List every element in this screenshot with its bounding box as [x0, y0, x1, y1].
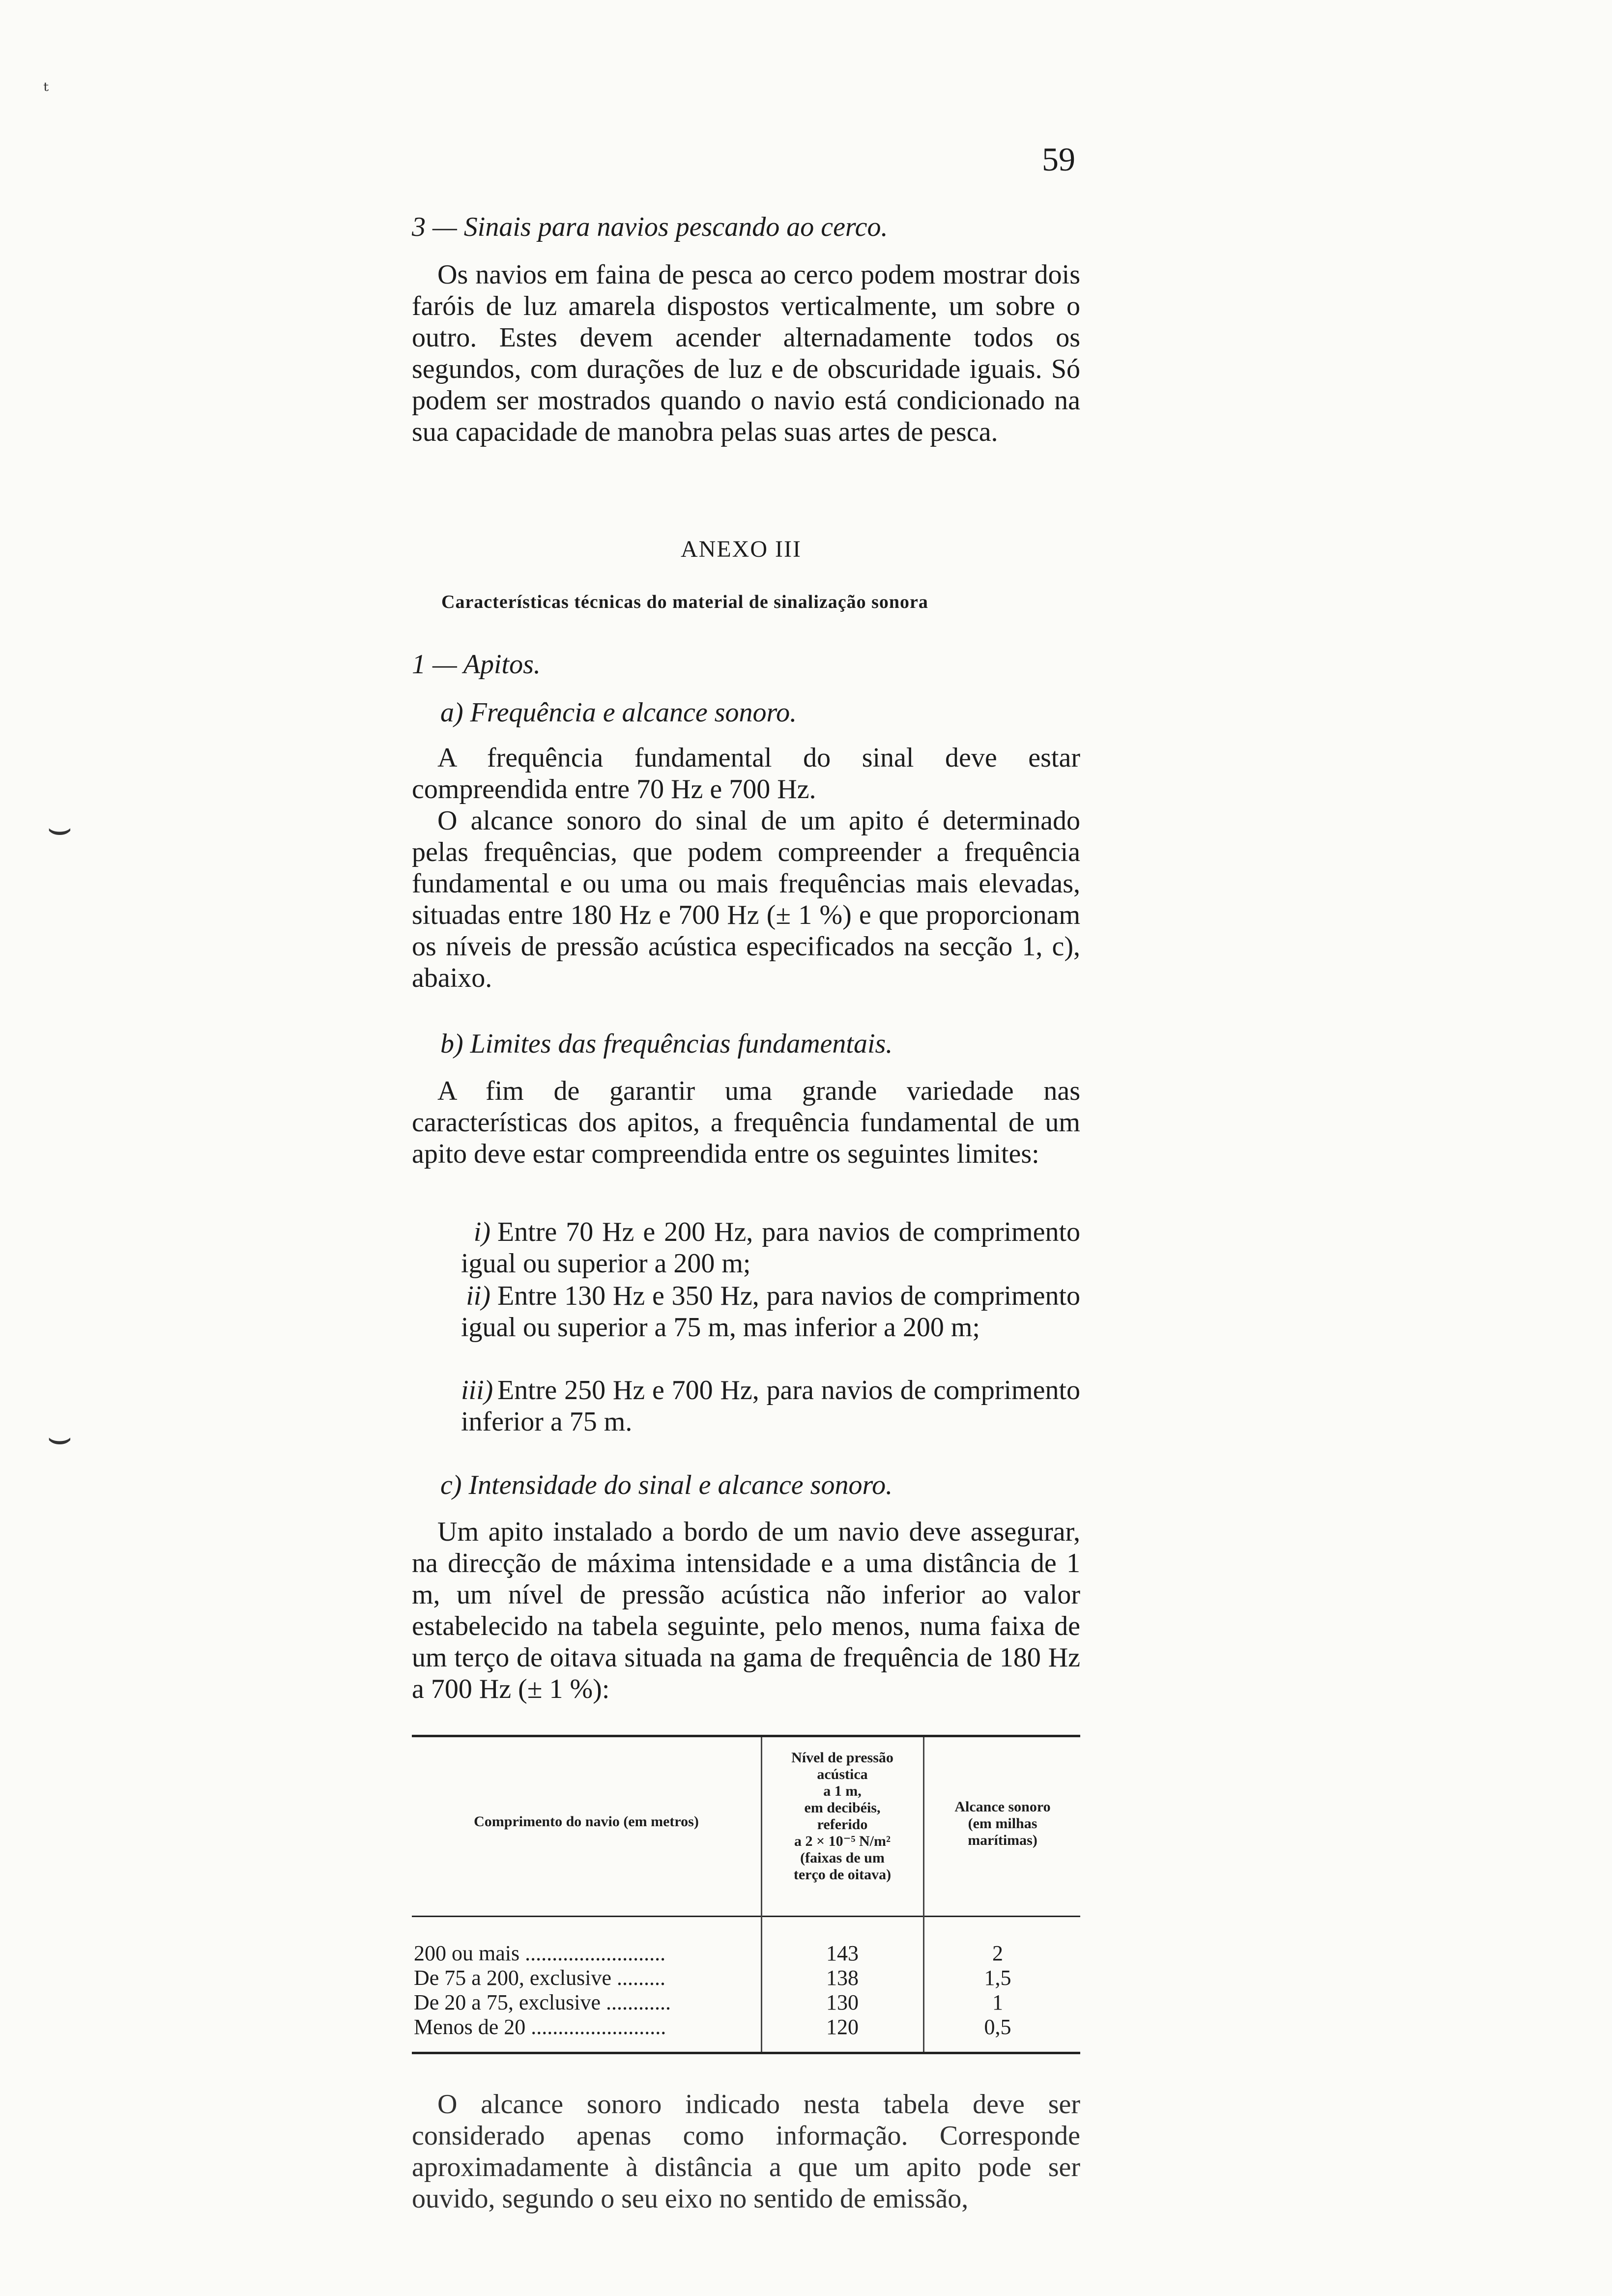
limit-item-1: [461, 1216, 1080, 1279]
limit-item-3-text: Entre 250 Hz e 700 Hz, para navios de comprimento inferior a 75 m.: [461, 1375, 1080, 1437]
limit-item-2-text: Entre 130 Hz e 350 Hz, para navios de comprimento igual ou superior a 75 m, mas inferior a 200 m;: [461, 1281, 1080, 1343]
subsection-a-title: a) Frequência e alcance sonoro.: [440, 697, 797, 728]
table-header-pressure-line: acústica: [817, 1766, 868, 1782]
table-header-pressure-line: Nível de pressão: [791, 1750, 893, 1766]
page-number: 59: [1042, 141, 1075, 178]
table-header-pressure-line: em decibéis,: [804, 1800, 881, 1816]
table-cell-pressure: 120: [826, 2015, 859, 2039]
scan-mark: ⌣: [47, 806, 73, 850]
table-header-range-line: Alcance sonoro: [954, 1799, 1051, 1815]
subsection-b-paragraph: A fim de garantir uma grande variedade nas características dos apitos, a frequência fundamental de um apito deve estar compreendida entre os seguintes limites:: [412, 1076, 1080, 1169]
table-bottom-rule: [412, 2052, 1080, 2054]
table-header-pressure-line: terço de oitava): [793, 1866, 892, 1883]
table-header-range: [926, 1799, 1079, 1849]
table-divider-1: [761, 1737, 762, 2052]
table-cell-range: 2: [992, 1941, 1003, 1965]
table-cell-range: 1: [992, 1990, 1003, 2014]
section-1-title: 1 — Apitos.: [412, 649, 541, 680]
subsection-a-paragraph-1: A frequência fundamental do sinal deve estar compreendida entre 70 Hz e 700 Hz.: [412, 743, 1080, 804]
annex-title: ANEXO III: [681, 536, 802, 562]
subsection-a-paragraph-2: O alcance sonoro do sinal de um apito é determinado pelas frequências, que podem compreender a frequência fundamental e ou uma ou mais frequências mais elevadas, situadas entre 180 Hz e 700 Hz (± 1 %) e que proporcionam os níveis de pressão acústica especificados na secção 1, c), abaixo.: [412, 805, 1080, 993]
scan-mark: ₜ: [43, 72, 49, 96]
table-header-pressure: [764, 1750, 921, 1883]
table-cell-range: 1,5: [984, 1966, 1011, 1990]
subsection-c-title: c) Intensidade do sinal e alcance sonoro.: [440, 1470, 893, 1500]
table-header-pressure-line: a 2 × 10⁻⁵ N/m²: [794, 1833, 891, 1849]
section-3-title: 3 — Sinais para navios pescando ao cerco.: [412, 212, 888, 242]
table-cell-pressure: 130: [826, 1990, 859, 2014]
section-3-text: Os navios em faina de pesca ao cerco podem mostrar dois faróis de luz amarela dispostos verticalmente, um sobre o outro. Estes devem acender alternadamente todos os segundos, com durações de luz e de obscuridade iguais. Só podem ser mostrados quando o navio está condicionado na sua capacidade de manobra pelas suas artes de pesca.: [412, 259, 1080, 447]
table-header-pressure-line: referido: [817, 1816, 868, 1833]
table-header-rule: [412, 1916, 1080, 1917]
subsection-b-title: b) Limites das frequências fundamentais.: [440, 1029, 893, 1059]
closing-paragraph: O alcance sonoro indicado nesta tabela deve ser considerado apenas como informação. Corresponde aproximadamente à distância a que um apito pode ser ouvido, segundo o seu eixo no sentido de emissão,: [412, 2089, 1080, 2214]
table-cell-pressure: 143: [826, 1941, 859, 1965]
table-cell-length: Menos de 20 .........................: [414, 2015, 666, 2039]
annex-subtitle: Características técnicas do material de sinalização sonora: [441, 592, 928, 612]
limit-item-1-number: i): [473, 1217, 490, 1247]
table-header-range-line: (em milhas: [968, 1815, 1037, 1832]
limit-item-2-number: ii): [466, 1281, 490, 1311]
limit-item-2: [461, 1280, 1080, 1343]
table-top-rule: [412, 1735, 1080, 1737]
table-header-length: Comprimento do navio (em metros): [474, 1813, 699, 1830]
limit-item-3: [461, 1375, 1080, 1437]
limit-item-1-text: Entre 70 Hz e 200 Hz, para navios de comprimento igual ou superior a 200 m;: [461, 1217, 1080, 1279]
table-divider-2: [923, 1737, 924, 2052]
limit-item-3-number: iii): [461, 1375, 493, 1406]
section-3: [412, 211, 1080, 243]
table-header-pressure-line: (faixas de um: [800, 1850, 885, 1866]
table-cell-range: 0,5: [984, 2015, 1011, 2039]
table-cell-length: De 75 a 200, exclusive .........: [414, 1966, 665, 1990]
scan-mark: ⌣: [47, 1416, 73, 1459]
subsection-c-paragraph: Um apito instalado a bordo de um navio deve assegurar, na direcção de máxima intensidade e a uma distância de 1 m, um nível de pressão acústica não inferior ao valor estabelecido na tabela seguinte, pelo menos, numa faixa de um terço de oitava situada na gama de frequência de 180 Hz a 700 Hz (± 1 %):: [412, 1517, 1080, 1704]
table-header-pressure-line: a 1 m,: [823, 1783, 862, 1799]
table-cell-length: 200 ou mais ..........................: [414, 1941, 666, 1965]
table-header-range-line: marítimas): [968, 1832, 1037, 1848]
table-cell-length: De 20 a 75, exclusive ............: [414, 1990, 671, 2014]
table-cell-pressure: 138: [826, 1966, 859, 1990]
section-3-body: [412, 259, 1080, 448]
